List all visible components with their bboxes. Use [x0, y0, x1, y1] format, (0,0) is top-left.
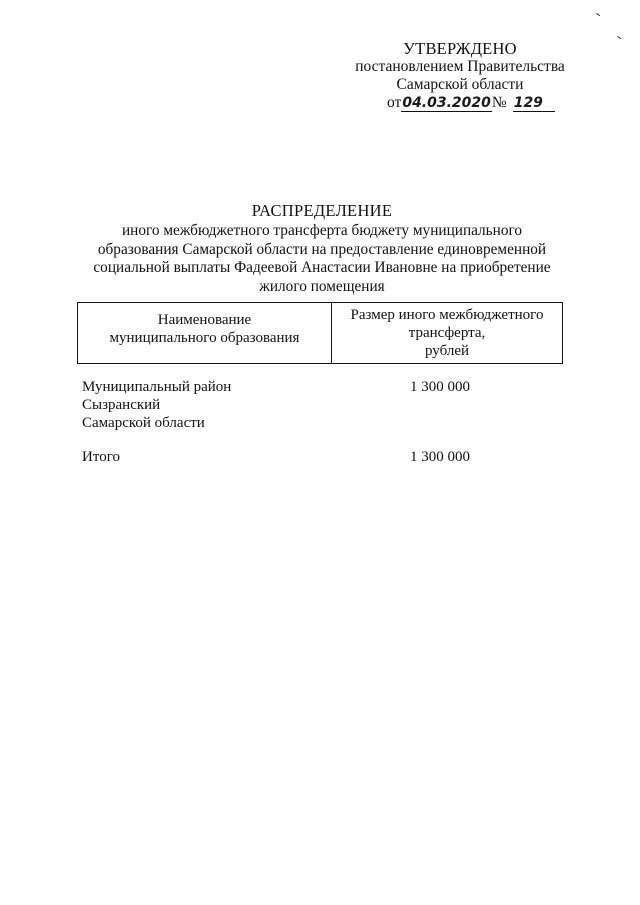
row-value: 1 300 000 [410, 379, 470, 395]
row-name [82, 378, 332, 432]
handwritten-number: 129 [513, 95, 555, 112]
total-value: 1 300 000 [410, 449, 470, 465]
header-amount-line: Размер иного межбюджетного [350, 307, 544, 323]
scan-speck [617, 36, 621, 39]
approval-stamp [355, 40, 565, 112]
document-subtitle: иного межбюджетного трансферта бюджету муниципального образования Самарской области на предоставление единовременной социальной выплаты Фадеевой Анастасии Ивановне на приобретение жилого помещения [93, 222, 551, 295]
approval-line-2: Самарской области [396, 76, 524, 93]
approval-heading: УТВЕРЖДЕНО [403, 39, 517, 58]
document-title: РАСПРЕДЕЛЕНИЕ [251, 201, 393, 220]
header-amount-line: рублей [424, 343, 470, 359]
number-prefix: № [491, 94, 507, 111]
header-cell-amount [332, 303, 563, 364]
header-name-line: Наименование [157, 312, 252, 328]
row-name-line: Сызранский [82, 397, 161, 413]
table-header [77, 302, 563, 364]
document-heading [80, 200, 564, 296]
header-name-line: муниципального образования [109, 330, 300, 346]
row-name-line: Самарской области [82, 415, 205, 431]
approval-line-1: постановлением Правительства [355, 58, 565, 75]
row-name-line: Муниципальный район [82, 379, 232, 395]
handwritten-date: 04.03.2020 [402, 95, 491, 111]
approval-date-line [355, 94, 565, 112]
header-cell-name [78, 303, 332, 364]
header-amount-line: трансферта, [408, 325, 486, 341]
scan-speck [596, 13, 600, 16]
total-label: Итого [82, 449, 120, 465]
date-prefix: от [387, 94, 402, 111]
